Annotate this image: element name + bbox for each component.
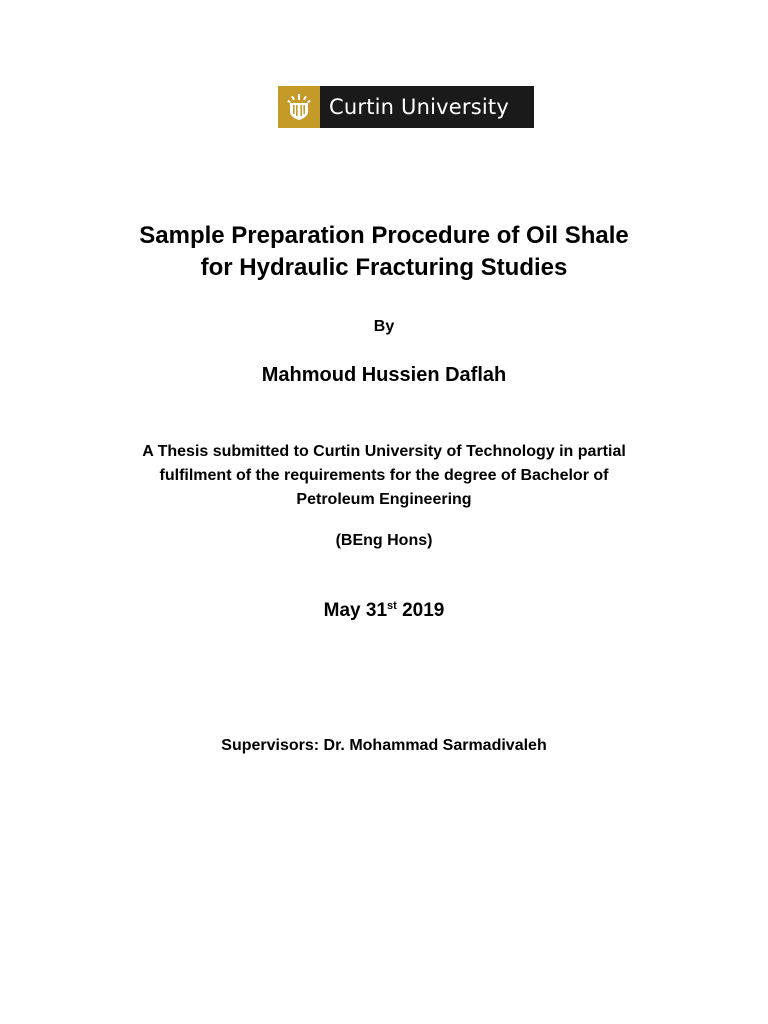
curtin-university-logo	[278, 86, 534, 128]
thesis-statement	[0, 440, 768, 512]
submission-date	[0, 600, 768, 622]
degree-label: (BEng Hons)	[335, 532, 433, 549]
thesis-statement-line-1: A Thesis submitted to Curtin University of Technology in partial	[142, 443, 626, 460]
thesis-title-line-1: Sample Preparation Procedure of Oil Shale	[139, 222, 629, 249]
thesis-statement-line-2: fulfilment of the requirements for the degree of Bachelor of	[159, 467, 609, 484]
date-month-day: May 31	[323, 600, 388, 621]
by-label: By	[373, 318, 395, 335]
date-ordinal-suffix: st	[387, 600, 397, 612]
supervisors-line: Supervisors: Dr. Mohammad Sarmadivaleh	[221, 737, 547, 754]
thesis-statement-line-3: Petroleum Engineering	[296, 491, 472, 508]
author-name: Mahmoud Hussien Daflah	[261, 364, 507, 386]
thesis-title	[0, 220, 768, 284]
logo-wordmark: Curtin University	[329, 95, 509, 119]
date-year: 2019	[396, 600, 445, 621]
thesis-title-line-2: for Hydraulic Fracturing Studies	[200, 254, 568, 281]
curtin-crest-icon	[278, 86, 320, 128]
